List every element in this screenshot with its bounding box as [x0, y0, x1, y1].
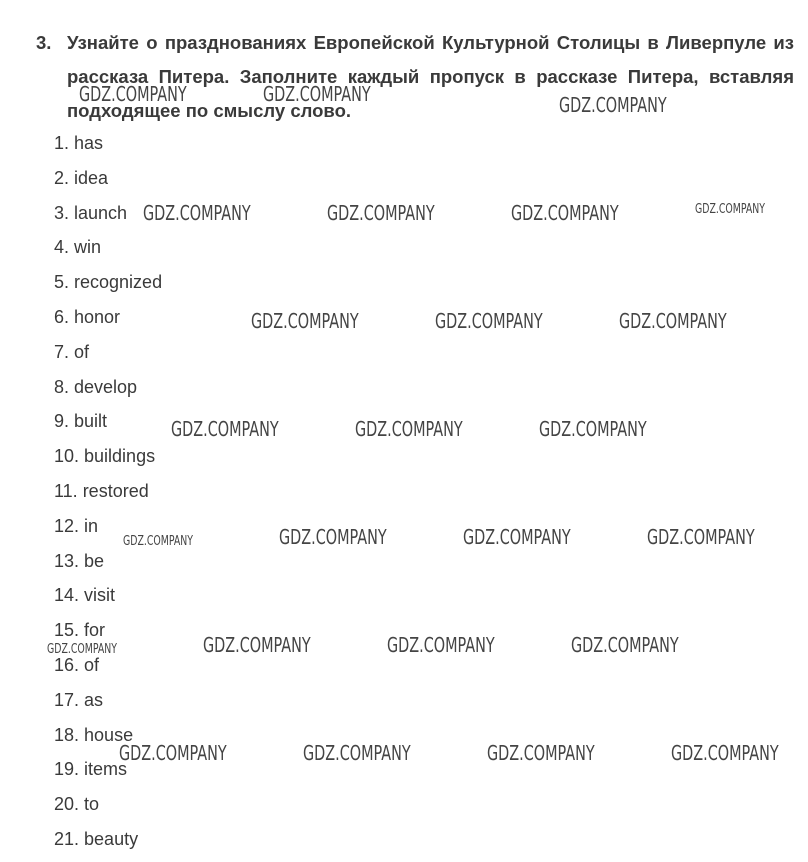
answer-item: 18. house — [54, 724, 134, 745]
answer-item: 4. win — [54, 237, 102, 258]
answer-item: 17. as — [54, 689, 104, 710]
answer-item: 3. launch — [54, 202, 128, 223]
answer-item: 5. recognized — [54, 272, 163, 293]
watermark: GDZ.COMPANY — [355, 417, 463, 441]
watermark: GDZ.COMPANY — [695, 202, 765, 217]
answer-item: 2. idea — [54, 167, 109, 188]
watermark: GDZ.COMPANY — [571, 633, 679, 657]
exercise-instruction: Узнайте о празднованиях Европейской Культурной Столицы в Ливерпуле из рассказа Питера. Заполните каждый пропуск в рассказе Питера, вставляя подходящее по смыслу слово. — [67, 32, 794, 121]
exercise-number: 3. — [36, 32, 52, 53]
answer-item: 19. items — [54, 759, 128, 780]
watermark: GDZ.COMPANY — [463, 525, 571, 549]
watermark: GDZ.COMPANY — [119, 741, 227, 765]
answer-item: 20. to — [54, 794, 100, 815]
watermark: GDZ.COMPANY — [47, 642, 117, 657]
answer-item: 15. for — [54, 620, 106, 641]
watermark: GDZ.COMPANY — [511, 201, 619, 225]
answer-item: 7. of — [54, 341, 90, 362]
watermark: GDZ.COMPANY — [539, 417, 647, 441]
watermark: GDZ.COMPANY — [171, 417, 279, 441]
watermark: GDZ.COMPANY — [435, 309, 543, 333]
watermark: GDZ.COMPANY — [303, 741, 411, 765]
answer-item: 1. has — [54, 133, 104, 153]
watermark: GDZ.COMPANY — [559, 93, 667, 117]
watermark: GDZ.COMPANY — [203, 633, 311, 657]
answer-list — [54, 126, 162, 857]
watermark: GDZ.COMPANY — [279, 525, 387, 549]
answer-item: 21. beauty — [54, 828, 139, 849]
answer-item: 16. of — [54, 654, 100, 675]
answer-item: 14. visit — [54, 585, 116, 606]
watermark: GDZ.COMPANY — [327, 201, 435, 225]
watermark: GDZ.COMPANY — [487, 741, 595, 765]
watermark: GDZ.COMPANY — [123, 534, 193, 549]
answer-item: 6. honor — [54, 306, 121, 327]
answer-item: 12. in — [54, 515, 99, 536]
watermark: GDZ.COMPANY — [251, 309, 359, 333]
answer-item: 8. develop — [54, 376, 138, 397]
watermark: GDZ.COMPANY — [619, 309, 727, 333]
watermark: GDZ.COMPANY — [671, 741, 779, 765]
answer-item: 11. restored — [54, 480, 149, 501]
watermark: GDZ.COMPANY — [387, 633, 495, 657]
watermark: GDZ.COMPANY — [647, 525, 755, 549]
answer-item: 10. buildings — [54, 446, 156, 467]
answer-item: 13. be — [54, 550, 105, 571]
answer-item: 9. built — [54, 411, 108, 432]
watermark: GDZ.COMPANY — [79, 82, 187, 106]
watermark: GDZ.COMPANY — [263, 82, 371, 106]
watermark: GDZ.COMPANY — [143, 201, 251, 225]
